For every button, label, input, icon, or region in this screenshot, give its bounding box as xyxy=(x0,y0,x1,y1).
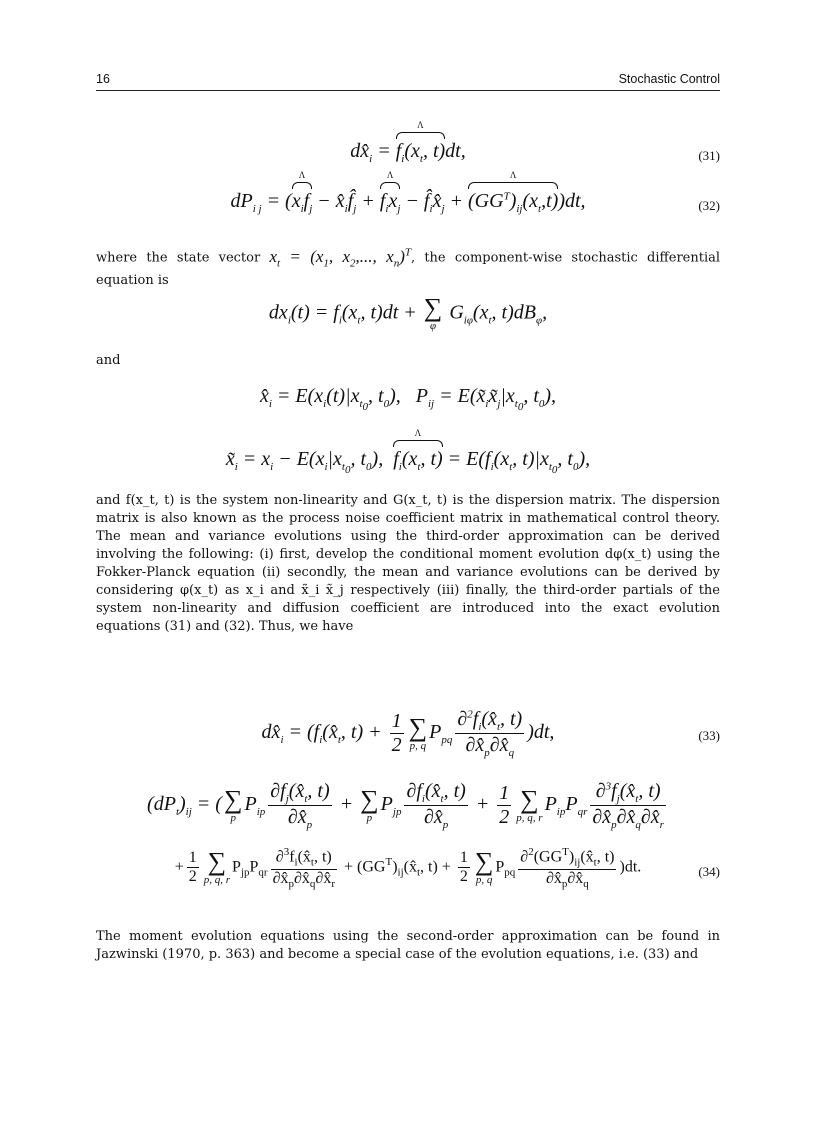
equation-32: $dP_{i j} = (x_if_j$ $\Lambda - x̂_if̂_j + f_ix_j$ $\Lambda - f̂_ix̂_j + (GG^T)_{ij}(x_t,t)$ Λ)dt, (32) xyxy=(96,190,720,220)
page-header xyxy=(96,72,720,91)
paragraph-dispersion: and f(x_t, t) is the system non-linearity and G(x_t, t) is the dispersion matrix. The dispersion matrix is also known as the process noise coefficient matrix in mathematical control theory. The mean and variance evolutions using the third-order approximation can be derived involving the following: (i) first, develop the conditional moment evolution dφ(x_t) using the Fokker-Planck equation (ii) secondly, the mean and variance evolutions can be derived by considering φ(x_t) as x_i and x̃_i x̃_j respectively (iii) finally, the third-order partials of the system non-linearity and diffusion coefficient are introduced into the exact evolution equations (31) and (32). Thus, we have xyxy=(96,493,720,634)
running-title: Stochastic Control xyxy=(618,72,720,86)
equation-number: (33) xyxy=(698,728,720,743)
equation-number: (34) xyxy=(698,864,720,879)
equation-definitions-1: $x̂_i = E(x_i(t)|x_{t_0}$, $t_0$), $P_{ij}$ = $E(x̃_ix̃_j|x_{t_0}$, $t_0$), xyxy=(259,385,557,414)
equation-31: $dx̂_i = f_i(x_t$, t) Λdt, (31) xyxy=(96,140,720,170)
and-word: and xyxy=(96,353,121,368)
equation-sde: $dx_i(t) = f_i(x_t$, t)dt + ∑ φ $G_{i\varphi}(x_t$, $t)dB_\varphi$, xyxy=(268,293,548,332)
page-number: 16 xyxy=(96,72,110,86)
equation-number: (32) xyxy=(698,198,720,213)
equation-34-line-2: + $\frac{1}{2}$ ∑ p, q, r $P_{jp}P_{qr}$ $\frac{\partial^3f_i(x̂_t, t)}{\partial x̂_p\partial x̂_q\partial x̂_r}$ + $(GG^T)_{ij}(x̂_t$, t) + $\frac{1}{2}$ ∑ p, q $P_{pq}$ $\frac{\partial^2(GG^T)_{ij}(x̂_t, t)}{\partial x̂_p\partial x̂_q}$ )dt. (34) xyxy=(174,846,720,890)
paragraph-state-vector: where the state vector $x_t = (x_1$, $x_2$,..., $x_n)^T$, the component-wise stochastic differential equation is xyxy=(96,246,721,289)
equation-number: (31) xyxy=(698,148,720,163)
equation-33: $dx̂_i$ = ($f_i(x̂_t$, t) + $\frac{1}{2}$ ∑ p, q $P_{pq}$ $\frac{\partial^2f_i(x̂_t, t)}{\partial x̂_p\partial x̂_q}$ )dt, (33) xyxy=(261,708,720,759)
equation-definitions-2: $x̃_i = x_i - E(x_i|x_{t_0}$, $t_0$), $f_i(x_t$, t) $\Lambda = E(f_i(x_t$, $t)|x_{t_0}$, $t_0$), xyxy=(96,448,720,478)
paragraph-moment-evolution: The moment evolution equations using the second-order approximation can be found in Jazwinski (1970, p. 363) and become a special case of the evolution equations, i.e. (33) and xyxy=(96,929,720,962)
equation-34-line-1: $(dP_t)_{ij}$ = ( ∑ p $P_{ip}$ $\frac{\partial f_j(x̂_t, t)}{\partial x̂_p}$ + ∑ p $P_{jp}$ $\frac{\partial f_i(x̂_t, t)}{\partial x̂_p}$ + $\frac{1}{2}$ ∑ p, q, r $P_{ip}P_{qr}$ $\frac{\partial^3f_j(x̂_t, t)}{\partial x̂_p\partial x̂_q\partial x̂_r}$ xyxy=(147,780,664,831)
